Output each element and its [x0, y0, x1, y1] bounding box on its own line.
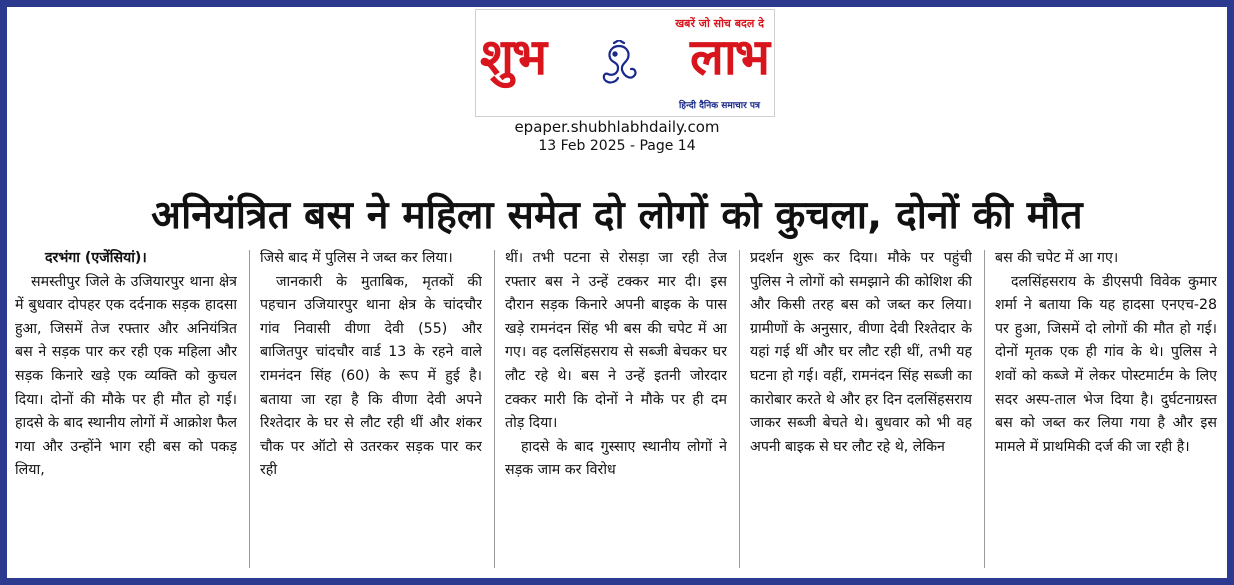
masthead-subtagline: हिन्दी दैनिक समाचार पत्र	[678, 101, 760, 111]
article-column-1	[15, 247, 237, 573]
column-divider	[494, 250, 495, 568]
column-paragraph: प्रदर्शन शुरू कर दिया। मौके पर पहुंची पुलिस ने लोगों को समझाने की कोशिश की और किसी तरह बस को जब्त कर लिया। ग्रामीणों के अनुसार, वीणा देवी रिश्तेदार के यहां गई थीं और घर लौट रही थीं, तभी यह घटना हो गई। वहीं, रामनंदन सिंह सब्जी का कारोबार करते थे और हर दिन दलसिंहसराय जाकर सब्जी बेचते थे। बुधवार को भी वह अपनी बाइक से घर लौट रहे थे, लेकिन	[750, 250, 972, 455]
newspaper-clipping	[7, 7, 1227, 578]
column-paragraph: हादसे के बाद गुस्साए स्थानीय लोगों ने सड़क जाम कर विरोध	[505, 438, 727, 479]
column-paragraph: बस की चपेट में आ गए।	[995, 250, 1119, 266]
ganesha-emblem-icon	[594, 40, 644, 90]
issue-date-page: 13 Feb 2025 - Page 14	[538, 138, 696, 154]
article-headline: अनियंत्रित बस ने महिला समेत दो लोगों को कुचला, दोनों की मौत	[151, 193, 1083, 238]
article-column-5	[995, 247, 1217, 573]
column-divider	[984, 250, 985, 568]
article-column-4	[750, 247, 972, 573]
column-divider	[739, 250, 740, 568]
column-divider	[249, 250, 250, 568]
column-paragraph: जिसे बाद में पुलिस ने जब्त कर लिया।	[260, 250, 453, 266]
column-paragraph: थीं। तभी पटना से रोसड़ा जा रही तेज रफ्तार बस ने उन्हें टक्कर मार दी। इस दौरान सड़क किनारे अपनी बाइक के पास खड़े रामनंदन सिंह भी बस की चपेट में आ गए। वह दलसिंहसराय से सब्जी बेचकर घर लौट रहे थे। बस ने उन्हें इतनी जोरदार टक्कर मारी कि दोनों ने मौके पर ही दम तोड़ दिया।	[505, 250, 727, 432]
article-dateline: दरभंगा (एजेंसियां)।	[45, 250, 147, 266]
article-column-3	[505, 247, 727, 573]
column-paragraph: जानकारी के मुताबिक, मृतकों की पहचान उजियारपुर थाना क्षेत्र के चांदचौर गांव निवासी वीणा देवी (55) और बाजितपुर चांदचौर वार्ड 13 के रहने वाले रामनंदन सिंह (60) के रूप में हुई है। बताया जा रहा है कि वीणा देवी अपने रिश्तेदार के घर से लौट रही थीं और शंकर चौक पर ऑटो से उतरकर सड़क पार कर रही	[260, 273, 482, 479]
logo-word-labh: लाभ	[690, 28, 768, 86]
logo-word-shubh: शुभ	[480, 28, 546, 86]
masthead-tagline: खबरें जो सोच बदल दे	[675, 17, 764, 30]
article-column-2	[260, 247, 482, 573]
column-paragraph: दलसिंहसराय के डीएसपी विवेक कुमार शर्मा ने बताया कि यह हादसा एनएच-28 पर हुआ, जिसमें दो लोगों की मौत हो गई। दोनों मृतक एक ही गांव के थे। पुलिस ने शवों को कब्जे में लेकर पोस्टमार्टम के लिए सदर अस्प-ताल भेज दिया है। दुर्घटनाग्रस्त बस को जब्त कर लिया गया है और इस मामले में प्राथमिकी दर्ज की जा रही है।	[995, 273, 1217, 455]
source-url: epaper.shubhlabhdaily.com	[514, 118, 720, 136]
masthead-logo	[475, 9, 775, 117]
column-paragraph: समस्तीपुर जिले के उजियारपुर थाना क्षेत्र में बुधवार दोपहर एक दर्दनाक सड़क हादसा हुआ, जिसमें तेज रफ्तार और अनियंत्रित बस ने सड़क पार कर रही एक महिला और सड़क किनारे खड़े एक व्यक्ति को कुचल दिया। दोनों की मौके पर ही मौत हो गई। हादसे के बाद स्थानीय लोगों में आक्रोश फैल गया और उन्होंने भाग रही बस को पकड़ लिया,	[15, 273, 237, 479]
